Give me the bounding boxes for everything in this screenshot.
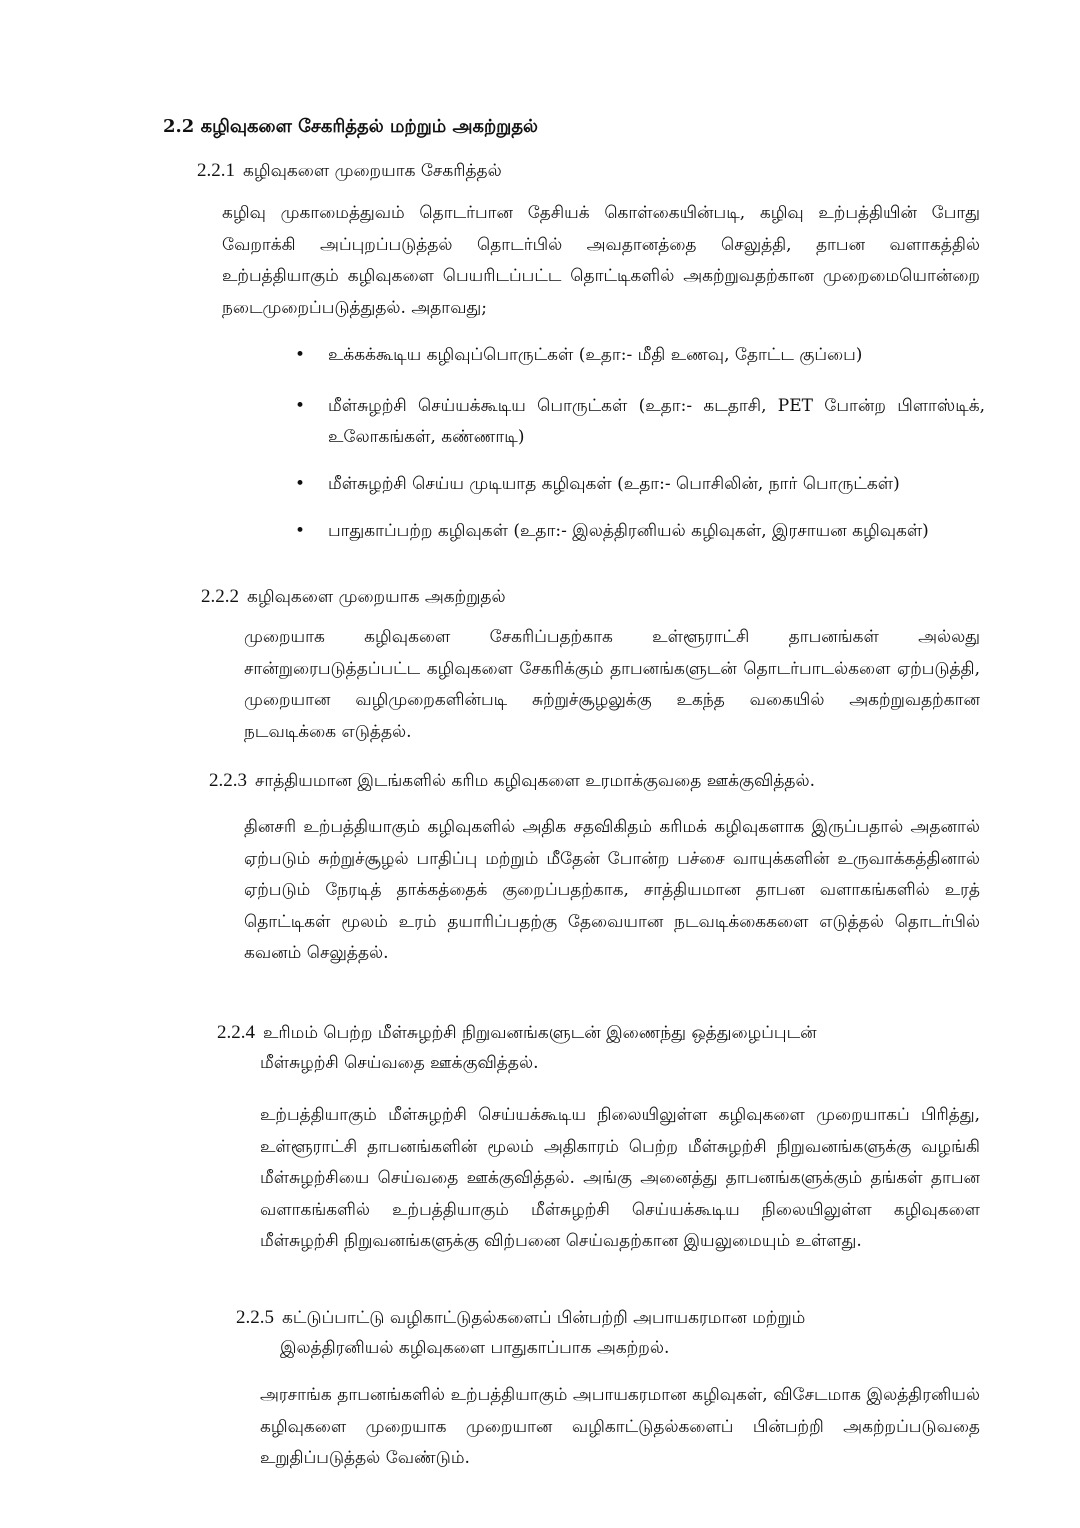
subsection-title: சாத்தியமான இடங்களில் கரிம கழிவுகளை உரமாக்குவதை ஊக்குவித்தல். bbox=[255, 771, 816, 791]
bullet-icon: • bbox=[295, 521, 306, 541]
subsection-number: 2.2.5 bbox=[236, 1307, 274, 1328]
subsection-title: கழிவுகளை முறையாக சேகரித்தல் bbox=[243, 161, 502, 181]
waste-category-list bbox=[295, 340, 985, 547]
list-item bbox=[295, 391, 985, 453]
bullet-icon: • bbox=[295, 345, 306, 365]
paragraph-2-2-2: முறையாக கழிவுகளை சேகரிப்பதற்காக உள்ளூராட்சி தாபனங்கள் அல்லது சான்றுரைபடுத்தப்பட்ட கழிவுகளை சேகரிக்கும் தாபனங்களுடன் தொடர்பாடல்களை ஏற்படுத்தி, முறையான வழிமுறைகளின்படி சுற்றுச்சூழலுக்கு உகந்த வகையில் அகற்றுவதற்கான நடவடிக்கை எடுத்தல். bbox=[244, 627, 980, 742]
subsection-title-line2: மீள்சுழற்சி செய்வதை ஊக்குவித்தல். bbox=[260, 1053, 539, 1073]
subsection-heading-2-2-1 bbox=[197, 158, 502, 184]
subsection-number: 2.2.1 bbox=[197, 160, 235, 181]
subsection-heading-2-2-2 bbox=[201, 584, 506, 610]
subsection-title-line2: இலத்திரனியல் கழிவுகளை பாதுகாப்பாக அகற்றல். bbox=[280, 1338, 670, 1358]
list-item-text: மீள்சுழற்சி செய்யக்கூடிய பொருட்கள் (உதா:- கடதாசி, PET போன்ற பிளாஸ்டிக், உலோகங்கள், கண்ணாடி) bbox=[328, 396, 985, 447]
list-item bbox=[295, 340, 985, 371]
subsection-title: கட்டுப்பாட்டு வழிகாட்டுதல்களைப் பின்பற்றி அபாயகரமான மற்றும் bbox=[282, 1308, 806, 1328]
list-item-text: பாதுகாப்பற்ற கழிவுகள் (உதா:- இலத்திரனியல் கழிவுகள், இரசாயன கழிவுகள்) bbox=[328, 521, 929, 541]
list-item bbox=[295, 516, 985, 547]
subsection-title: கழிவுகளை முறையாக அகற்றுதல் bbox=[247, 587, 506, 607]
list-item bbox=[295, 469, 985, 500]
paragraph-2-2-1: கழிவு முகாமைத்துவம் தொடர்பான தேசியக் கொள்கையின்படி, கழிவு உற்பத்தியின் போது வேறாக்கி அப்புறப்படுத்தல் தொடர்பில் அவதானத்தை செலுத்தி, தாபன வளாகத்தில் உற்பத்தியாகும் கழிவுகளை பெயரிடப்பட்ட தொட்டிகளில் அகற்றுவதற்கான முறைமையொன்றை நடைமுறைப்படுத்துதல். அதாவது; bbox=[222, 203, 980, 318]
subsection-number: 2.2.4 bbox=[217, 1022, 255, 1043]
bullet-icon: • bbox=[295, 396, 306, 416]
subsection-heading-2-2-5 bbox=[236, 1305, 805, 1361]
subsection-heading-2-2-4 bbox=[217, 1020, 817, 1076]
subsection-number: 2.2.2 bbox=[201, 586, 239, 607]
subsection-title: உரிமம் பெற்ற மீள்சுழற்சி நிறுவனங்களுடன் இணைந்து ஒத்துழைப்புடன் bbox=[263, 1023, 817, 1043]
section-heading: 2.2 கழிவுகளை சேகரித்தல் மற்றும் அகற்றுதல் bbox=[163, 116, 538, 137]
paragraph-2-2-3: தினசரி உற்பத்தியாகும் கழிவுகளில் அதிக சதவிகிதம் கரிமக் கழிவுகளாக இருப்பதால் அதனால் ஏற்படும் சுற்றுச்சூழல் பாதிப்பு மற்றும் மீதேன் போன்ற பச்சை வாயுக்களின் உருவாக்கத்தினால் ஏற்படும் நேரடித் தாக்கத்தைக் குறைப்பதற்காக, சாத்தியமான தாபன வளாகங்களில் உரத் தொட்டிகள் மூலம் உரம் தயாரிப்பதற்கு தேவையான நடவடிக்கைகளை எடுத்தல் தொடர்பில் கவனம் செலுத்தல். bbox=[244, 817, 980, 963]
subsection-number: 2.2.3 bbox=[209, 770, 247, 791]
list-item-text: உக்கக்கூடிய கழிவுப்பொருட்கள் (உதா:- மீதி உணவு, தோட்ட குப்பை) bbox=[328, 345, 863, 365]
bullet-icon: • bbox=[295, 474, 306, 494]
list-item-text: மீள்சுழற்சி செய்ய முடியாத கழிவுகள் (உதா:- பொசிலின், நார் பொருட்கள்) bbox=[328, 474, 900, 494]
paragraph-2-2-4: உற்பத்தியாகும் மீள்சுழற்சி செய்யக்கூடிய நிலையிலுள்ள கழிவுகளை முறையாகப் பிரித்து, உள்ளூராட்சி தாபனங்களின் மூலம் அதிகாரம் பெற்ற மீள்சுழற்சி நிறுவனங்களுக்கு வழங்கி மீள்சுழற்சியை செய்வதை ஊக்குவித்தல். அங்கு அனைத்து தாபனங்களுக்கும் தங்கள் தாபன வளாகங்களில் உற்பத்தியாகும் மீள்சுழற்சி செய்யக்கூடிய நிலையிலுள்ள கழிவுகளை மீள்சுழற்சி நிறுவனங்களுக்கு விற்பனை செய்வதற்கான இயலுமையும் உள்ளது. bbox=[260, 1105, 980, 1251]
paragraph-2-2-5: அரசாங்க தாபனங்களில் உற்பத்தியாகும் அபாயகரமான கழிவுகள், விசேடமாக இலத்திரனியல் கழிவுகளை முறையாக முறையான வழிகாட்டுதல்களைப் பின்பற்றி அகற்றப்படுவதை உறுதிப்படுத்தல் வேண்டும். bbox=[260, 1385, 980, 1468]
subsection-heading-2-2-3 bbox=[209, 768, 815, 794]
